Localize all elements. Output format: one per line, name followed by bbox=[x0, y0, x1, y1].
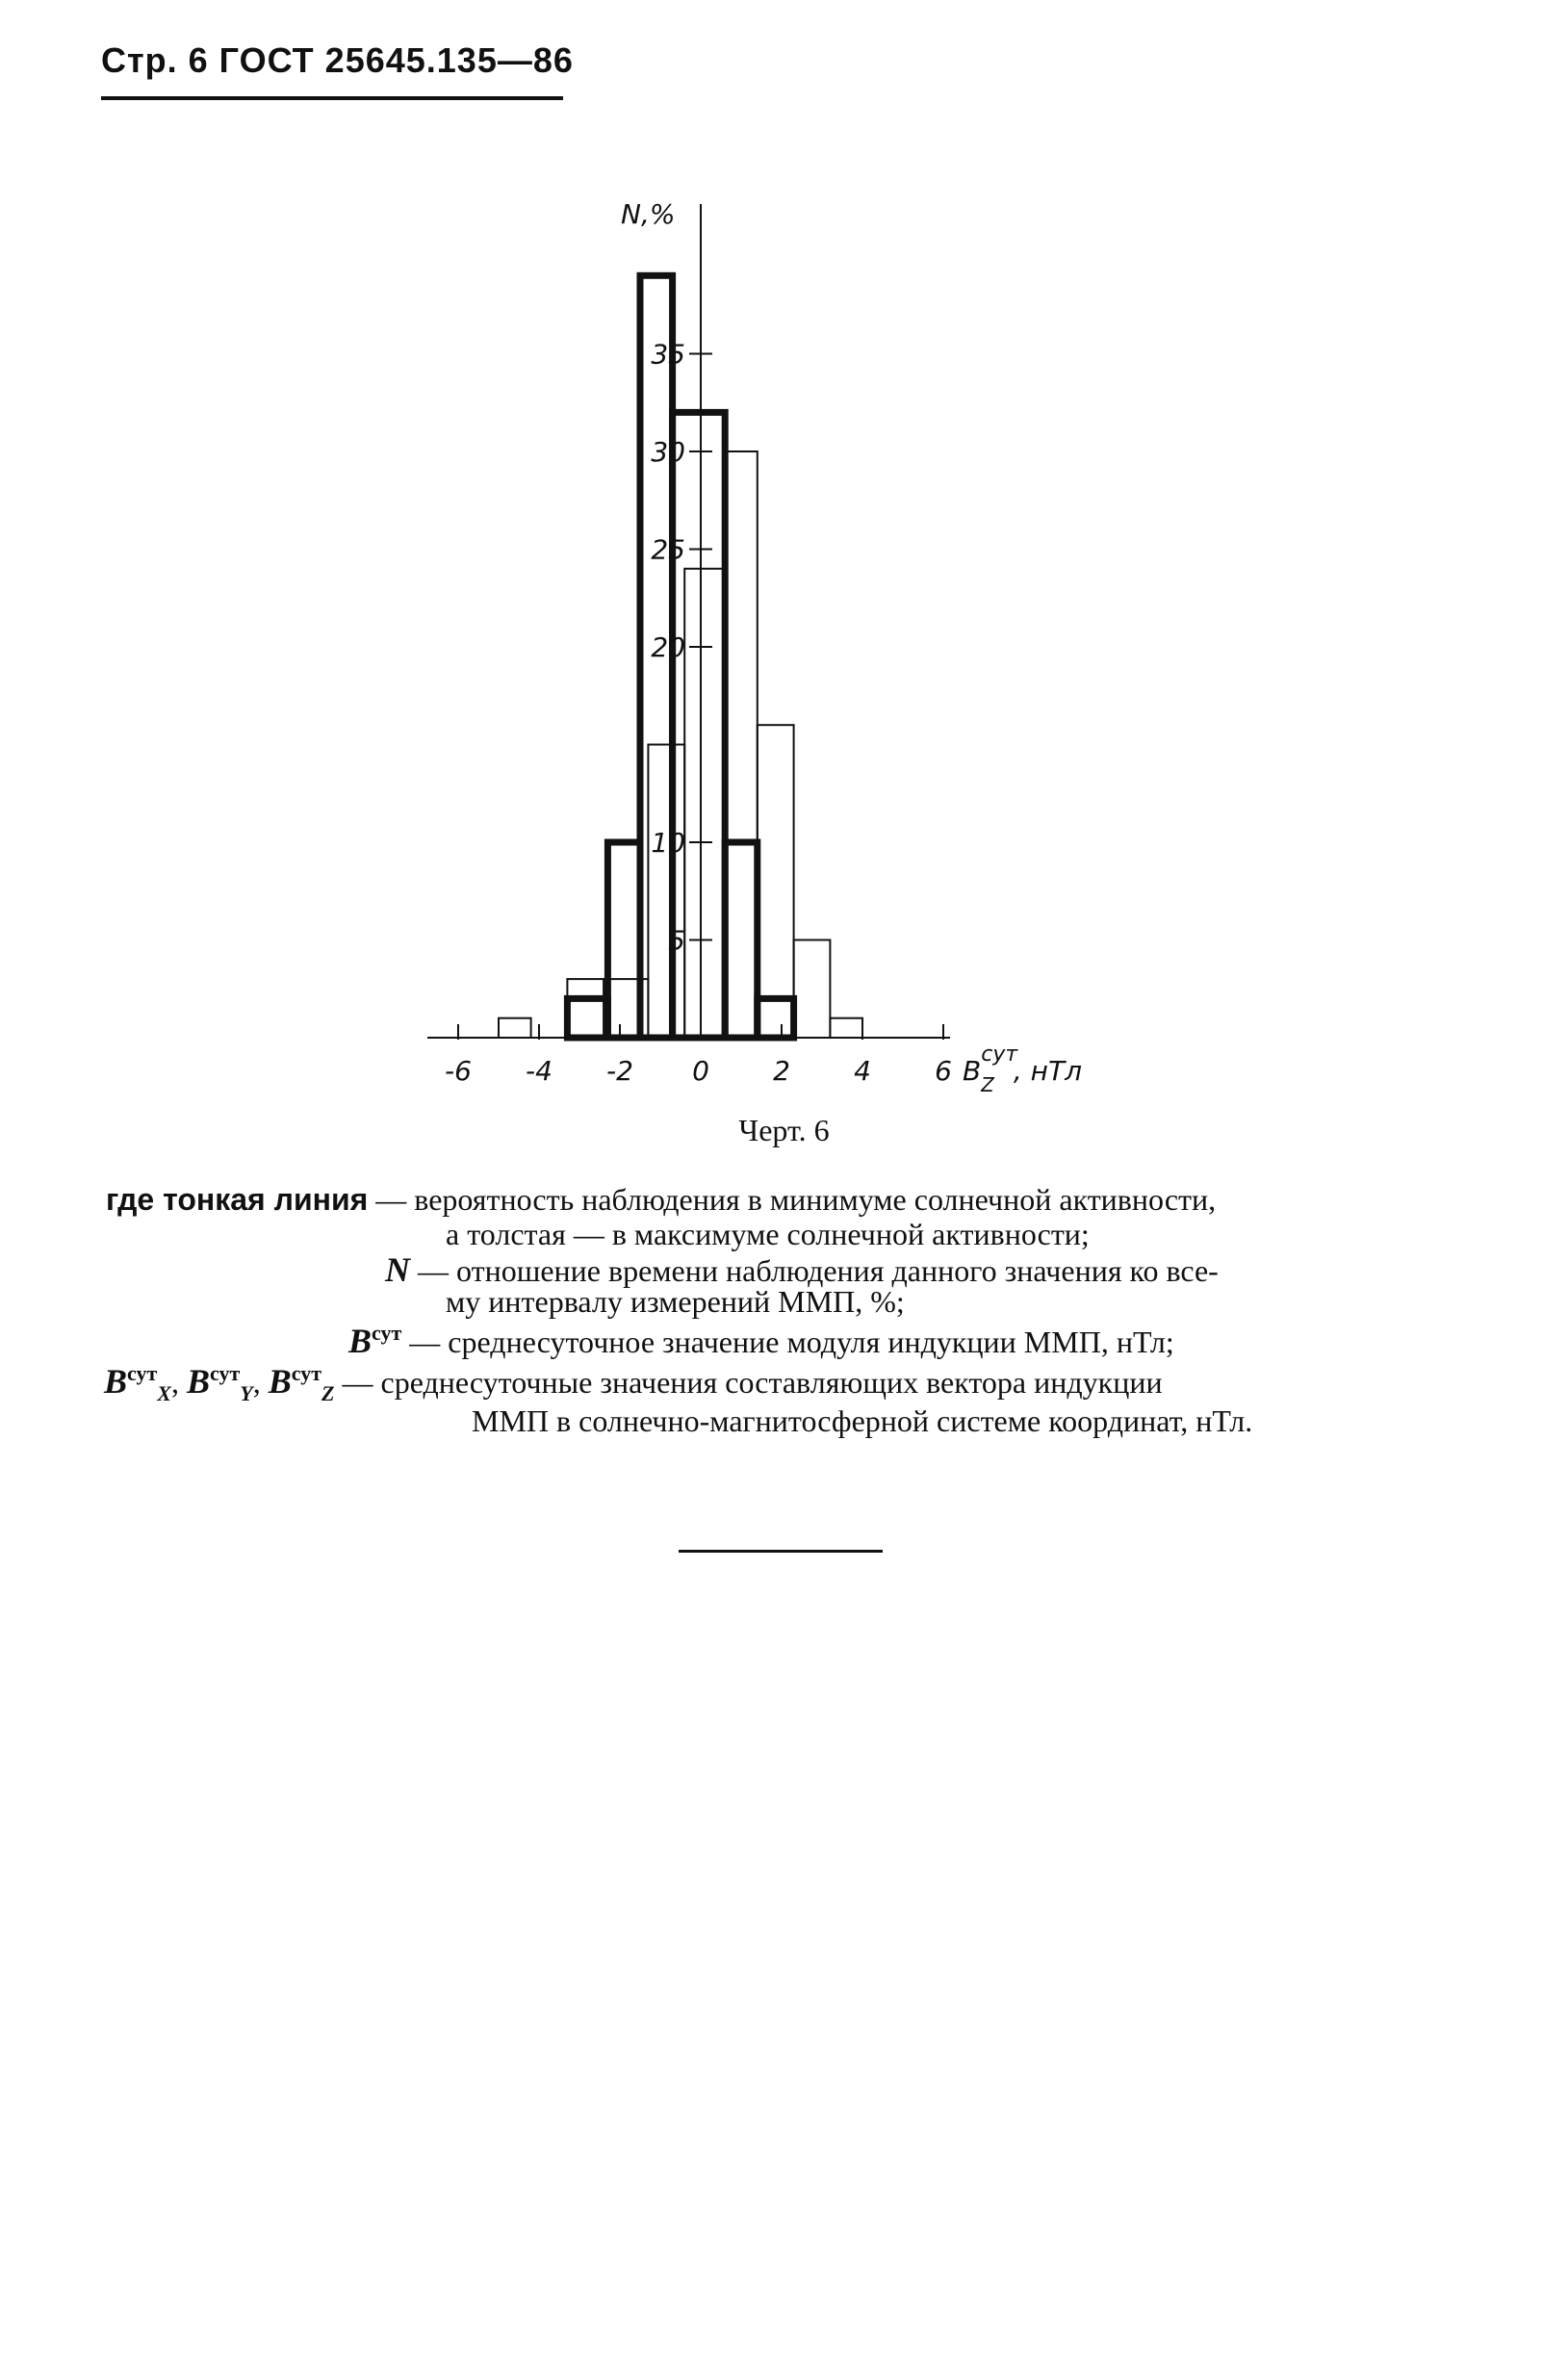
symbol-bx: $B^{сут}_X$ bbox=[104, 1361, 171, 1406]
legend-components: $B^{сут}_X$, $B^{сут}_Y$, $B^{сут}_Z$ — среднесуточные значения составляющих вектора индукции bbox=[104, 1361, 1163, 1406]
histogram-chart bbox=[0, 0, 1568, 1155]
histogram-bar bbox=[794, 940, 831, 1039]
y-tick-label: 20 bbox=[651, 631, 685, 663]
y-tick-label: 5 bbox=[668, 924, 685, 957]
symbol-by: $B^{сут}_Y$ bbox=[186, 1361, 253, 1406]
histogram-bar bbox=[607, 842, 640, 1038]
chart-axes bbox=[427, 204, 950, 1038]
histogram-bar bbox=[648, 745, 684, 1039]
legend-n-line2: му интервалу измерений ММП, %; bbox=[446, 1284, 905, 1319]
legend-prefix: где тонкая линия bbox=[106, 1182, 369, 1217]
x-tick-label: -2 bbox=[606, 1055, 633, 1087]
chart-ticks bbox=[445, 339, 952, 1088]
histogram-bar bbox=[725, 451, 758, 1038]
symbol-n: N bbox=[385, 1250, 410, 1289]
symbol-b: $B^{сут}$ bbox=[348, 1321, 402, 1360]
legend-line-thin bbox=[106, 1182, 1216, 1218]
y-axis-label: N,% bbox=[621, 198, 676, 230]
x-axis-label: $B^{сут}$ Z , нТл bbox=[963, 1042, 1082, 1096]
histogram-bar bbox=[758, 998, 794, 1038]
x-tick-label: -4 bbox=[526, 1055, 553, 1087]
y-tick-label: 30 bbox=[651, 436, 685, 468]
histogram-bar bbox=[830, 1018, 862, 1038]
legend-line-thick: а толстая — в максимуме солнечной активности; bbox=[446, 1217, 1090, 1251]
x-tick-label: 2 bbox=[773, 1055, 790, 1087]
x-tick-label: -6 bbox=[445, 1055, 472, 1087]
y-tick-label: 10 bbox=[651, 827, 685, 859]
x-tick-label: 6 bbox=[935, 1055, 952, 1087]
legend-comp-text: — среднесуточные значения составляющих вектора индукции bbox=[342, 1365, 1163, 1400]
histogram-bar bbox=[725, 842, 758, 1038]
legend-b-text: — среднесуточное значение модуля индукции ММП, нТл; bbox=[409, 1325, 1174, 1359]
y-tick-label: 25 bbox=[651, 533, 685, 566]
legend-comp-line2: ММП в солнечно-магнитосферной системе координат, нТл. bbox=[472, 1403, 1253, 1438]
symbol-bz: $B^{сут}_Z$ bbox=[268, 1361, 335, 1406]
histogram-bar bbox=[567, 998, 607, 1038]
histogram-bar bbox=[499, 1018, 531, 1038]
y-tick-label: 35 bbox=[651, 338, 685, 371]
x-tick-label: 4 bbox=[854, 1055, 871, 1087]
x-tick-label: 0 bbox=[692, 1055, 709, 1087]
end-rule bbox=[679, 1550, 883, 1553]
histogram-bar bbox=[684, 569, 725, 1038]
legend-b bbox=[348, 1321, 1174, 1361]
legend-thin-text: — вероятность наблюдения в минимуме солнечной активности, bbox=[375, 1182, 1217, 1217]
page-header: Стр. 6 ГОСТ 25645.135—86 bbox=[101, 40, 574, 80]
histogram-bar bbox=[758, 725, 794, 1038]
legend-n-text: — отношение времени наблюдения данного значения ко все- bbox=[418, 1253, 1219, 1288]
figure-caption: Черт. 6 bbox=[738, 1113, 830, 1147]
histogram-bar bbox=[567, 979, 604, 1038]
